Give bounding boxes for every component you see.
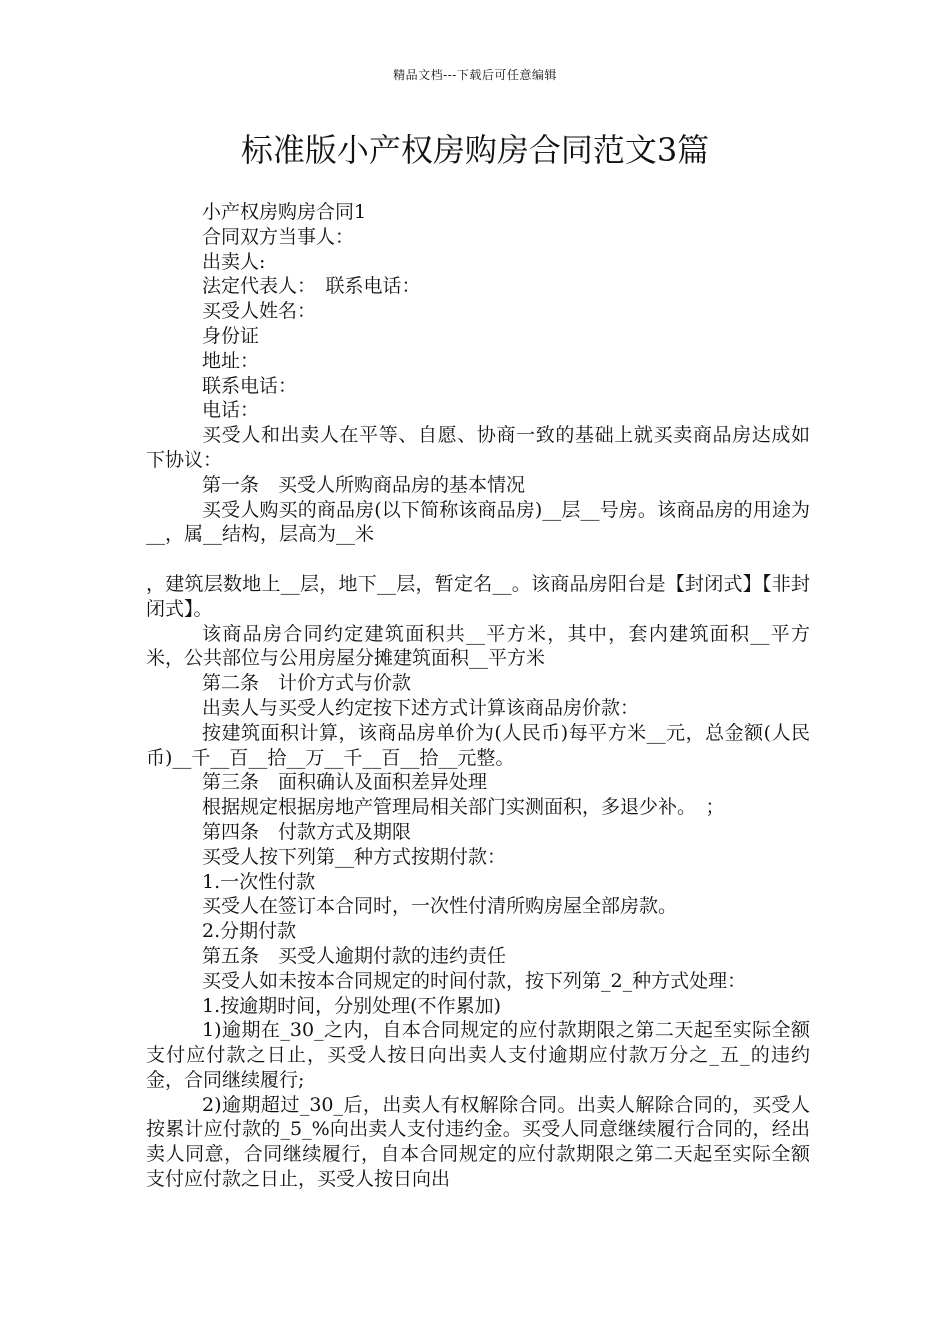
overdue-clause-1: 1)逾期在_30_之内，自本合同规定的应付款期限之第二天起至实际全额支付应付款之日止，买受人按日向出卖人支付逾期应付款万分之_五_的违约金，合同继续履行; (146, 1019, 810, 1091)
address-field: 地址： (202, 349, 260, 372)
payment-option-2: 2.分期付款 (202, 920, 297, 943)
payment-option-1: 1.一次性付款 (202, 870, 316, 893)
article-4-heading: 第四条 付款方式及期限 (202, 820, 412, 843)
article-3-paragraph: 根据规定根据房地产管理局相关部门实测面积，多退少补。 ； (202, 796, 725, 819)
preamble-paragraph: 买受人和出卖人在平等、自愿、协商一致的基础上就买卖商品房达成如下协议： (146, 424, 810, 471)
payment-option-1-detail: 买受人在签订本合同时，一次性付清所购房屋全部房款。 (202, 895, 678, 918)
article-2-intro: 出卖人与买受人约定按下述方式计算该商品房价款： (202, 696, 640, 719)
legal-rep-field: 法定代表人： 联系电话： (202, 275, 421, 298)
article-4-intro: 买受人按下列第__种方式按期付款： (202, 845, 507, 868)
id-card-field: 身份证 (202, 324, 260, 347)
area-paragraph: 该商品房合同约定建筑面积共__平方米，其中，套内建筑面积__平方米，公共部位与公用房屋分摊建筑面积__平方米 (146, 622, 810, 670)
phone-field: 电话： (202, 399, 260, 422)
contact-phone-field: 联系电话： (202, 374, 298, 397)
article-2-heading: 第二条 计价方式与价款 (202, 672, 412, 695)
overdue-rule: 1.按逾期时间，分别处理(不作累加) (202, 994, 502, 1017)
buyer-name-field: 买受人姓名： (202, 300, 317, 323)
article-1-paragraph: 买受人购买的商品房(以下简称该商品房)__层__号房。该商品房的用途为__，属__结构，层高为__米 (146, 498, 810, 546)
blank-line (146, 547, 810, 572)
header-note: 精品文档---下载后可任意编辑 (393, 68, 557, 82)
party-intro: 合同双方当事人： (202, 225, 355, 248)
article-5-intro: 买受人如未按本合同规定的时间付款，按下列第_2_种方式处理： (202, 969, 747, 992)
article-3-heading: 第三条 面积确认及面积差异处理 (202, 771, 488, 794)
price-paragraph: 按建筑面积计算，该商品房单价为(人民币)每平方米__元，总金额(人民币)__千__百__拾__万__千__百__拾__元整。 (146, 721, 810, 769)
overdue-clause-2: 2)逾期超过_30_后，出卖人有权解除合同。出卖人解除合同的，买受人按累计应付款的_5_%向出卖人支付违约金。买受人同意继续履行合同的，经出卖人同意，合同继续履行，自本合同规定的应付款期限之第二天起至实际全额支付应付款之日止，买受人按日向出 (146, 1093, 810, 1191)
section-heading: 小产权房购房合同1 (202, 201, 367, 223)
article-1-heading: 第一条 买受人所购商品房的基本情况 (202, 473, 526, 496)
document-body (146, 200, 810, 1192)
article-5-heading: 第五条 买受人逾期付款的违约责任 (202, 944, 507, 967)
article-1-continuation: ，建筑层数地上__层，地下__层，暂定名__。该商品房阳台是【封闭式】【非封闭式】。 (146, 572, 810, 620)
seller-field: 出卖人: (202, 250, 266, 273)
document-title: 标准版小产权房购房合同范文3篇 (240, 131, 710, 169)
